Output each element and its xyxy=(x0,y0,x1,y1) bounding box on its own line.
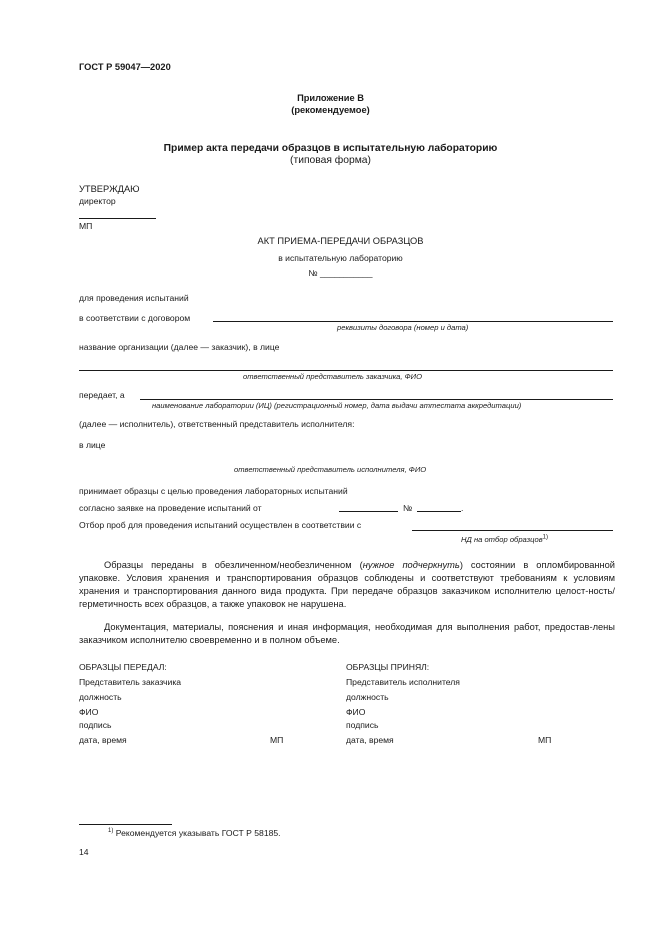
approve-seal: МП xyxy=(79,221,93,231)
customer-rep-line xyxy=(79,370,613,371)
left-position: должность xyxy=(79,692,122,702)
contract-hint: реквизиты договора (номер и дата) xyxy=(337,323,469,332)
request-period: . xyxy=(461,503,464,513)
act-subtitle: в испытательную лабораторию xyxy=(278,253,403,263)
lab-hint: наименование лаборатории (ИЦ) (регистрационный номер, дата выдачи аттестата аккредитации) xyxy=(152,401,522,410)
contract-label: в соответствии с договором xyxy=(79,313,191,323)
director-signature-line xyxy=(79,218,156,219)
p1-before: Образцы переданы в обезличенном/необезличенном ( xyxy=(104,560,363,570)
p1-italic: нужное подчеркнуть xyxy=(362,560,460,570)
appendix-subtitle: (рекомендуемое) xyxy=(291,105,370,115)
appendix-title: Приложение В xyxy=(297,93,364,103)
footnote-mark: 1) xyxy=(108,828,114,835)
footnote-text: Рекомендуется указывать ГОСТ Р 58185. xyxy=(115,828,281,838)
right-sign: подпись xyxy=(346,720,379,730)
left-seal: МП xyxy=(270,735,284,745)
request-no-label: № xyxy=(403,503,413,513)
approve-label: УТВЕРЖДАЮ xyxy=(79,184,140,194)
approve-position: директор xyxy=(79,196,116,206)
right-seal: МП xyxy=(538,735,552,745)
executor-label: (далее — исполнитель), ответственный представитель исполнителя: xyxy=(79,419,355,429)
right-rep: Представитель исполнителя xyxy=(346,677,460,687)
page-number: 14 xyxy=(79,847,89,857)
nd-footnote-mark: 1) xyxy=(542,534,549,541)
form-title: Пример акта передачи образцов в испытательную лабораторию xyxy=(163,143,498,154)
left-sign: подпись xyxy=(79,720,112,730)
request-date-line xyxy=(339,511,398,512)
left-name: ФИО xyxy=(79,707,99,717)
footnote xyxy=(108,828,281,838)
standard-code: ГОСТ Р 59047—2020 xyxy=(79,62,171,72)
nd-hint xyxy=(461,535,548,544)
footnote-separator xyxy=(79,824,172,825)
paragraph-samples xyxy=(79,559,615,611)
request-label: согласно заявке на проведение испытаний от xyxy=(79,503,262,513)
sampling-line xyxy=(412,530,613,531)
right-heading: ОБРАЗЦЫ ПРИНЯЛ: xyxy=(346,662,430,672)
right-position: должность xyxy=(346,692,389,702)
left-datetime: дата, время xyxy=(79,735,127,745)
act-number: № ___________ xyxy=(308,268,373,278)
form-subtitle: (типовая форма) xyxy=(290,155,371,166)
purpose-text: для проведения испытаний xyxy=(79,293,189,303)
executor-rep-hint: ответственный представитель исполнителя, ФИО xyxy=(234,465,427,474)
lab-line xyxy=(140,399,613,400)
customer-rep-hint: ответственный представитель заказчика, ФИО xyxy=(243,372,422,381)
nd-hint-text: НД на отбор образцов xyxy=(461,535,543,544)
sampling-label: Отбор проб для проведения испытаний осуществлен в соответствии с xyxy=(79,520,362,530)
in-person-label: в лице xyxy=(79,440,106,450)
accepts-text: принимает образцы с целью проведения лабораторных испытаний xyxy=(79,486,348,496)
right-name: ФИО xyxy=(346,707,366,717)
left-rep: Представитель заказчика xyxy=(79,677,182,687)
org-label: название организации (далее — заказчик), в лице xyxy=(79,342,280,352)
p1-after: ) состоянии в опломбированной упаковке. Условия хранения и транспортирования образцов соблюдены и соответствуют требованиям к условиям хранения и транспортирования данного вида продукта. При передаче образцов заказчиком исполнителю целост-ность/герметичность всех образцов, а также упаковок не нарушена. xyxy=(79,560,615,609)
request-number-line xyxy=(417,511,461,512)
transfers-label: передает, а xyxy=(79,390,125,400)
left-heading: ОБРАЗЦЫ ПЕРЕДАЛ: xyxy=(79,662,167,672)
act-title: АКТ ПРИЕМА-ПЕРЕДАЧИ ОБРАЗЦОВ xyxy=(257,236,424,246)
contract-line xyxy=(213,321,613,322)
paragraph-documentation: Документация, материалы, пояснения и иная информация, необходимая для выполнения работ, предостав-лены заказчиком исполнителю своевременно и в полном объеме. xyxy=(79,622,615,645)
right-datetime: дата, время xyxy=(346,735,394,745)
